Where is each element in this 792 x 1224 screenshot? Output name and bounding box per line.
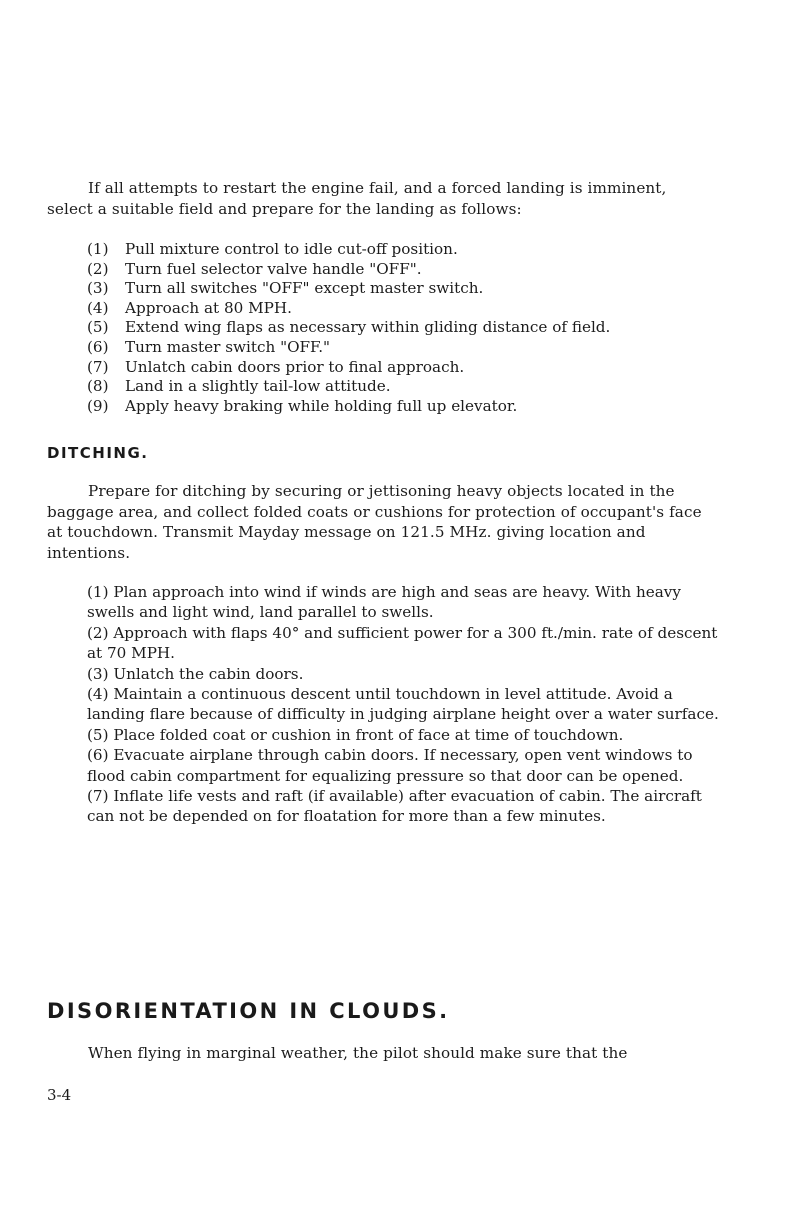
- list-item: (4) Approach at 80 MPH.: [87, 298, 292, 317]
- page-number: 3-4: [47, 1086, 72, 1104]
- list-item: (5) Extend wing flaps as necessary within gliding distance of field.: [87, 318, 611, 337]
- list-item: (7) Unlatch cabin doors prior to final approach.: [87, 357, 465, 376]
- list-item: (1) Plan approach into wind if winds are high and seas are heavy. With heavy swells and light wind, land parallel to swells.: [87, 583, 681, 622]
- list-item: (2) Turn fuel selector valve handle "OFF".: [87, 259, 422, 278]
- list-item: (5) Place folded coat or cushion in front of face at time of touchdown.: [87, 725, 624, 744]
- list-item: (3) Unlatch the cabin doors.: [87, 664, 304, 683]
- list-item: (3) Turn all switches "OFF" except master switch.: [87, 279, 484, 298]
- list-item: (6) Turn master switch "OFF.": [87, 337, 331, 356]
- list-item: (1) Pull mixture control to idle cut-off position.: [87, 240, 458, 258]
- ditching-heading: DITCHING.: [47, 444, 149, 462]
- disorientation-heading: DISORIENTATION IN CLOUDS.: [47, 999, 450, 1023]
- list-item: (6) Evacuate airplane through cabin doors. If necessary, open vent windows to flood cabin compartment for equalizing pressure so that door can be opened.: [87, 746, 693, 785]
- list-item: (4) Maintain a continuous descent until touchdown in level attitude. Avoid a landing flare because of difficulty in judging airplane height over a water surface.: [87, 685, 719, 724]
- list-item: (9) Apply heavy braking while holding full up elevator.: [87, 396, 518, 415]
- disorientation-text: When flying in marginal weather, the pilot should make sure that the: [88, 1044, 628, 1062]
- list-item: (8) Land in a slightly tail-low attitude.: [87, 377, 391, 396]
- list-item: (2) Approach with flaps 40° and sufficient power for a 300 ft./min. rate of descent at 70 MPH.: [87, 623, 718, 663]
- forced-landing-intro: If all attempts to restart the engine fail, and a forced landing is imminent, select a suitable field and prepare for the landing as follows:: [47, 179, 667, 218]
- ditching-steps: [87, 582, 727, 827]
- list-item: (7) Inflate life vests and raft (if available) after evacuation of cabin. The aircraft can not be depended on for floatation for more than a few minutes.: [87, 787, 702, 826]
- forced-landing-steps: [87, 240, 727, 416]
- ditching-intro: Prepare for ditching by securing or jettisoning heavy objects located in the baggage area, and collect folded coats or cushions for protection of occupant's face at touchdown. Transmit Mayday message on 121.5 MHz. giving location and intentions.: [47, 482, 702, 562]
